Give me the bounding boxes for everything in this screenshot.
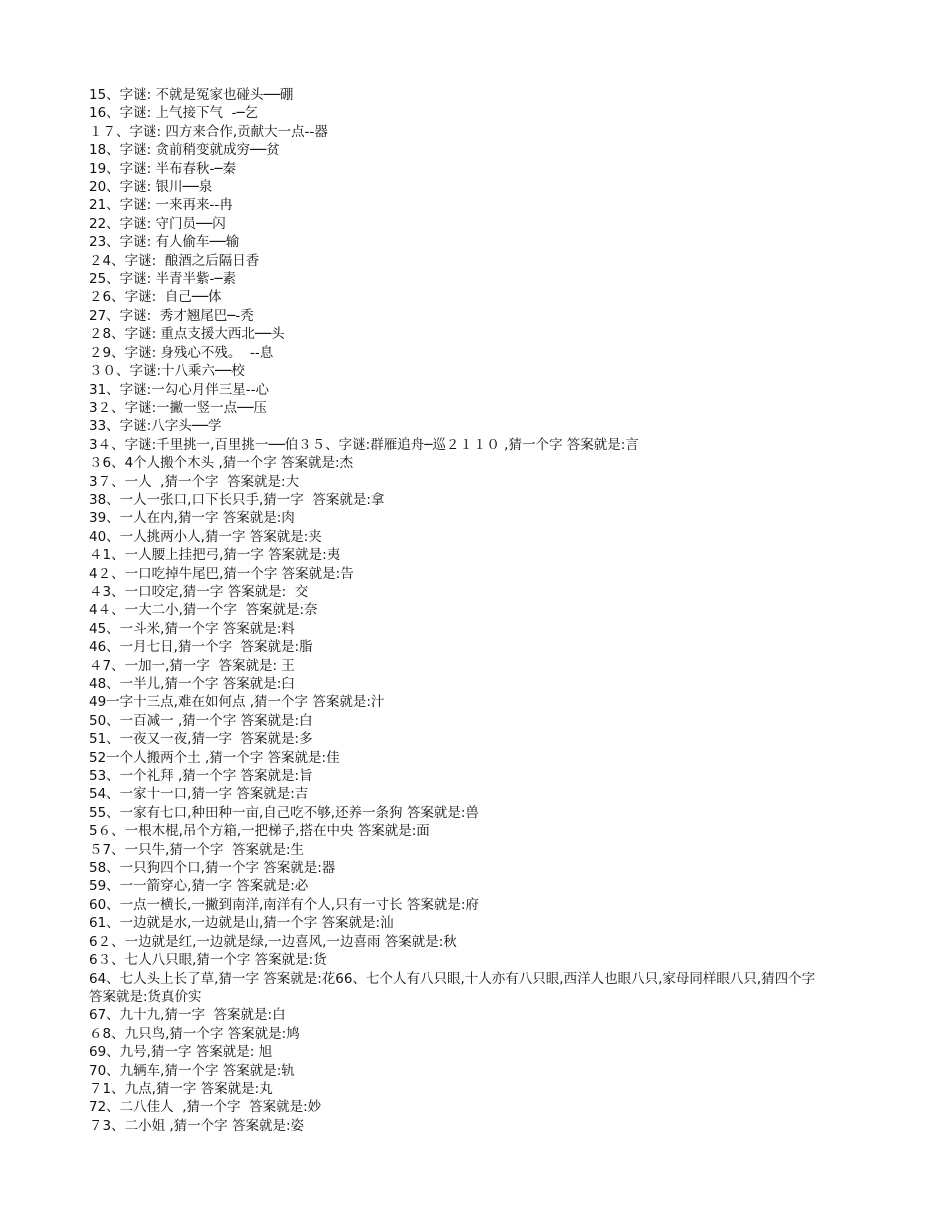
riddle-line: 59、一一箭穿心,猜一字 答案就是:必: [89, 878, 309, 895]
riddle-line: 38、一人一张口,口下长只手,猜一字 答案就是:拿: [89, 491, 385, 508]
riddle-line: 55、一家有七口,种田种一亩,自己吃不够,还养一条狗 答案就是:兽: [89, 804, 479, 821]
riddle-line: ３０、字谜:十八乘六──校: [89, 363, 245, 380]
riddle-line: 27、字谜: 秀才翘尾巴─-秃: [89, 307, 254, 324]
riddle-line: 5６、一根木棍,吊个方箱,一把梯子,搭在中央 答案就是:面: [89, 823, 430, 840]
riddle-line: 31、字谜:一勾心月伴三星--心: [89, 381, 269, 398]
riddle-line: 6３、七人八只眼,猜一个字 答案就是:货: [89, 952, 327, 969]
riddle-line: 15、字谜: 不就是冤家也碰头──硼: [89, 87, 294, 103]
riddle-line: 51、一夜又一夜,猜一字 答案就是:多: [89, 731, 313, 748]
riddle-line: 69、九号,猜一字 答案就是: 旭: [89, 1044, 273, 1061]
riddle-line: 6２、一边就是红,一边就是绿,一边喜风,一边喜雨 答案就是:秋: [89, 933, 457, 950]
riddle-line: 4２、一口吃掉牛尾巴,猜一个字 答案就是:告: [89, 565, 354, 582]
riddle-line: ４3、一口咬定,猜一字 答案就是: 交: [89, 583, 309, 600]
riddle-line: 52一个人搬两个土 ,猜一个字 答案就是:佳: [89, 749, 340, 766]
riddle-line: ４7、一加一,猜一字 答案就是: 王: [89, 657, 295, 674]
riddle-line: ４1、一人腰上挂把弓,猜一字 答案就是:夷: [89, 547, 341, 564]
riddle-line: 23、字谜: 有人偷车──输: [89, 234, 240, 251]
riddle-line: 50、一百减一 ,猜一个字 答案就是:白: [89, 712, 313, 729]
riddle-line: 39、一人在内,猜一字 答案就是:肉: [89, 510, 295, 527]
riddle-line: 60、一点一横长,一撇到南洋,南洋有个人,只有一寸长 答案就是:府: [89, 896, 479, 913]
riddle-line: 72、二八佳人 ,猜一个字 答案就是:妙: [89, 1099, 322, 1116]
riddle-line: 19、字谜: 半布春秋-─秦: [89, 160, 237, 177]
riddle-list: [89, 86, 829, 1135]
riddle-line: ３6、4个人搬个木头 ,猜一个字 答案就是:杰: [89, 455, 354, 472]
riddle-line: 53、一个礼拜 ,猜一个字 答案就是:旨: [89, 768, 313, 785]
riddle-line: 49一字十三点,难在如何点 ,猜一个字 答案就是:汁: [89, 694, 385, 711]
riddle-line: 21、字谜: 一来再来--冉: [89, 197, 233, 214]
riddle-line: ７1、九点,猜一字 答案就是:丸: [89, 1080, 273, 1097]
riddle-line: 70、九辆车,猜一个字 答案就是:轨: [89, 1062, 295, 1079]
riddle-line: 4４、一大二小,猜一个字 答案就是:奈: [89, 602, 318, 619]
riddle-line: 64、七人头上长了草,猜一字 答案就是:花66、七个人有八只眼,十人亦有八只眼,西洋人也眼八只,家母同样眼八只,猜四个字 答案就是:货真价实: [89, 970, 820, 1005]
riddle-line: 3２、字谜:一撇一竖一点──压: [89, 399, 267, 416]
riddle-line: ７3、二小姐 ,猜一个字 答案就是:姿: [89, 1117, 305, 1134]
riddle-line: 45、一斗米,猜一个字 答案就是:料: [89, 620, 295, 637]
riddle-line: 25、字谜: 半青半紫-─素: [89, 271, 237, 288]
riddle-line: 61、一边就是水,一边就是山,猜一个字 答案就是:汕: [89, 915, 394, 932]
riddle-line: ２8、字谜: 重点支援大西北──头: [89, 326, 285, 343]
riddle-line: 16、字谜: 上气接下气 -─乞: [89, 105, 259, 122]
riddle-line: ６8、九只鸟,猜一个字 答案就是:鸠: [89, 1025, 300, 1042]
riddle-line: 3４、字谜:千里挑一,百里挑一──伯３５、字谜:群雁追舟─巡２１１０ ,猜一个字 答案就是:言: [89, 436, 639, 453]
riddle-line: 18、字谜: 贪前稍变就成穷──贫: [89, 142, 280, 159]
riddle-line: 3７、一人 ,猜一个字 答案就是:大: [89, 473, 300, 490]
riddle-line: 33、字谜:八字头──学: [89, 418, 222, 435]
riddle-line: １７、字谜: 四方来合作,贡献大一点--器: [89, 123, 328, 140]
riddle-line: 58、一只狗四个口,猜一个字 答案就是:器: [89, 860, 336, 877]
riddle-line: 54、一家十一口,猜一字 答案就是:吉: [89, 786, 309, 803]
riddle-line: 20、字谜: 银川──泉: [89, 179, 213, 196]
riddle-line: 22、字谜: 守门员──闪: [89, 215, 226, 232]
riddle-line: 46、一月七日,猜一个字 答案就是:脂: [89, 639, 313, 656]
riddle-line: ２4、字谜: 酿酒之后隔日香: [89, 252, 260, 269]
riddle-line: ２6、字谜: 自己──体: [89, 289, 222, 306]
riddle-line: 67、九十九,猜一字 答案就是:白: [89, 1007, 286, 1024]
riddle-line: ５7、一只牛,猜一个字 答案就是:生: [89, 841, 305, 858]
riddle-line: 48、一半儿,猜一个字 答案就是:臼: [89, 676, 295, 692]
riddle-line: ２9、字谜: 身残心不残。 --息: [89, 344, 274, 361]
riddle-line: 40、一人挑两小人,猜一字 答案就是:夹: [89, 528, 322, 545]
